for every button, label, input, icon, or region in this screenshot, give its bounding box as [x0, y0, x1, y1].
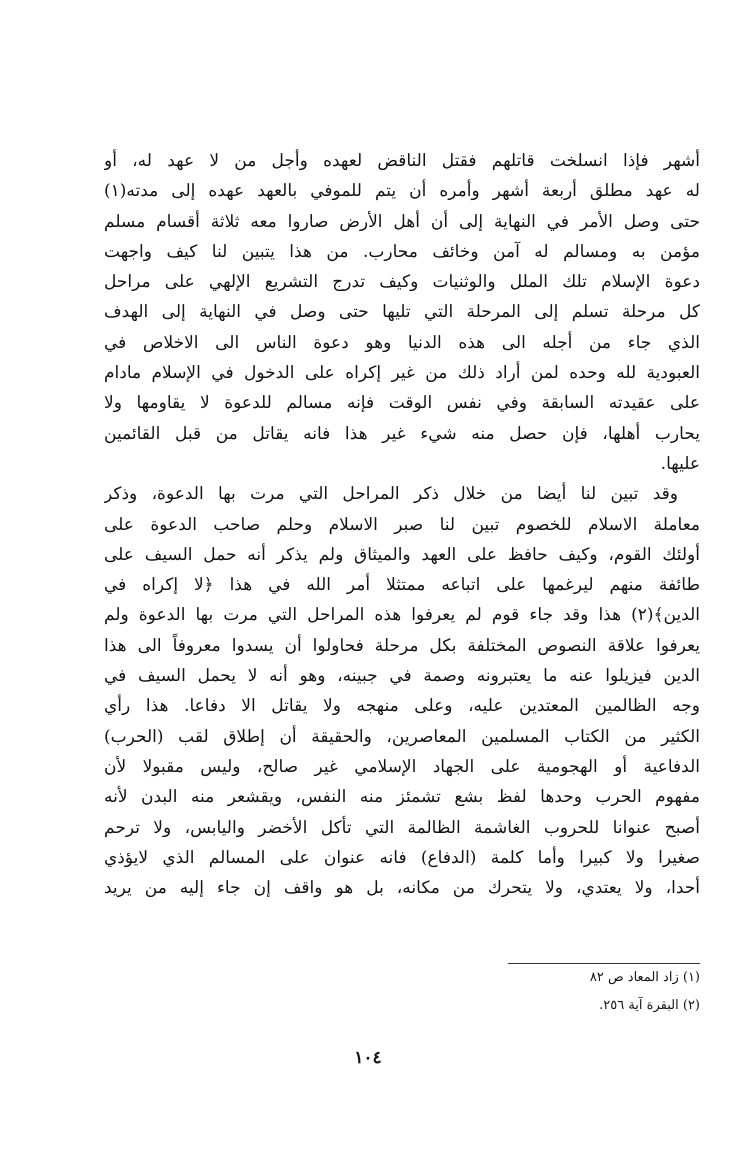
text-line: معاملة الاسلام للخصوم تبين لنا صبر الاسلام وحلم صاحب الدعوة على: [104, 514, 700, 535]
footnotes: [300, 964, 700, 1020]
text-line: عليها.: [660, 453, 700, 474]
text-line: أحدا، ولا يعتدي، ولا يتحرك من مكانه، بل هو واقف إن جاء إليه من يريد: [104, 878, 700, 899]
text-line: الدفاعية أو الهجومية على الجهاد الإسلامي غير صالح، وليس مقبولا لأن: [104, 756, 700, 777]
text-line: حتى وصل الأمر في النهاية إلى أن أهل الأرض صاروا معه ثلاثة أقسام مسلم: [104, 211, 700, 232]
text-line: كل مرحلة تسلم إلى المرحلة التي تليها حتى وصل في النهاية إلى الهدف: [104, 302, 700, 323]
text-line: صغيرا ولا كبيرا وأما كلمة (الدفاع) فانه عنوان على المسالم الذي لايؤذي: [104, 847, 700, 868]
paragraph-1: [104, 146, 700, 479]
text-line: يعرفوا علاقة النصوص المختلفة بكل مرحلة فحاولوا أن يسدوا معروفاً الى هذا: [104, 635, 700, 656]
text-line: أصبح عنوانا للحروب الغاشمة الظالمة التي تأكل الأخضر واليابس، ولا ترحم: [104, 817, 700, 838]
page-number: ١٠٤: [354, 1048, 382, 1068]
text-line: دعوة الإسلام تلك الملل والوثنيات وكيف تدرج التشريع الإلهي على مراحل: [104, 272, 700, 293]
text-line: مؤمن به ومسالم له آمن وخائف محارب. من هذا يتبين لنا كيف واجهت: [104, 241, 700, 262]
text-line: وقد تبين لنا أيضا من خلال ذكر المراحل التي مرت بها الدعوة، وذكر: [104, 484, 678, 505]
text-line: أولئك القوم، وكيف حافظ على العهد والميثاق ولم يذكر أنه حمل السيف على: [104, 544, 700, 565]
footnote-1: (١) زاد المعاد ص ٨٢: [589, 970, 700, 985]
text-line: على عقيدته السابقة وفي نفس الوقت فإنه مسالم للدعوة لا يقاومها ولا: [104, 393, 700, 414]
text-line: أشهر فإذا انسلخت قاتلهم فقتل الناقض لعهده وأجل من لا عهد له، أو: [104, 151, 700, 171]
text-line: الدين﴾(٢) هذا وقد جاء قوم لم يعرفوا هذه المراحل التي مرت بها الدعوة ولم: [104, 605, 700, 626]
paragraph-2: [104, 479, 700, 903]
text-line: له عهد مطلق أربعة أشهر وأمره أن يتم للموفي بالعهد عهده إلى مدته(١): [104, 181, 700, 202]
text-line: الدين فيزيلوا عنه ما يعتبرونه وصمة في جبينه، وهو أنه لا يحمل السيف في: [104, 666, 700, 687]
text-line: العبودية لله وحده لمن أراد ذلك من غير إكراه على الدخول في الإسلام مادام: [104, 363, 700, 384]
text-line: يحارب أهلها، فإن حصل منه شيء غير هذا فانه يقاتل من قبل القائمين: [104, 423, 700, 444]
footnote-2: (٢) البقرة آية ٢٥٦.: [599, 998, 700, 1013]
text-line: مفهوم الحرب وحدها لفظ بشع تشمئز منه النفس، ويقشعر منه البدن لأنه: [104, 787, 700, 808]
text-line: طائفة منهم ليرغمها على اتباعه ممتثلا أمر الله في هذا ﴿لا إكراه في: [104, 575, 700, 596]
text-line: وجه الظالمين المعتدين عليه، وعلى منهجه ولا يقاتل الا دفاعا. هذا رأي: [104, 696, 700, 717]
text-line: الكثير من الكتاب المسلمين المعاصرين، والحقيقة أن إطلاق لقب (الحرب): [104, 726, 700, 747]
text-line: الذي جاء من أجله الى هذه الدنيا وهو دعوة الناس الى الاخلاص في: [104, 332, 700, 353]
body-text: [104, 146, 700, 903]
